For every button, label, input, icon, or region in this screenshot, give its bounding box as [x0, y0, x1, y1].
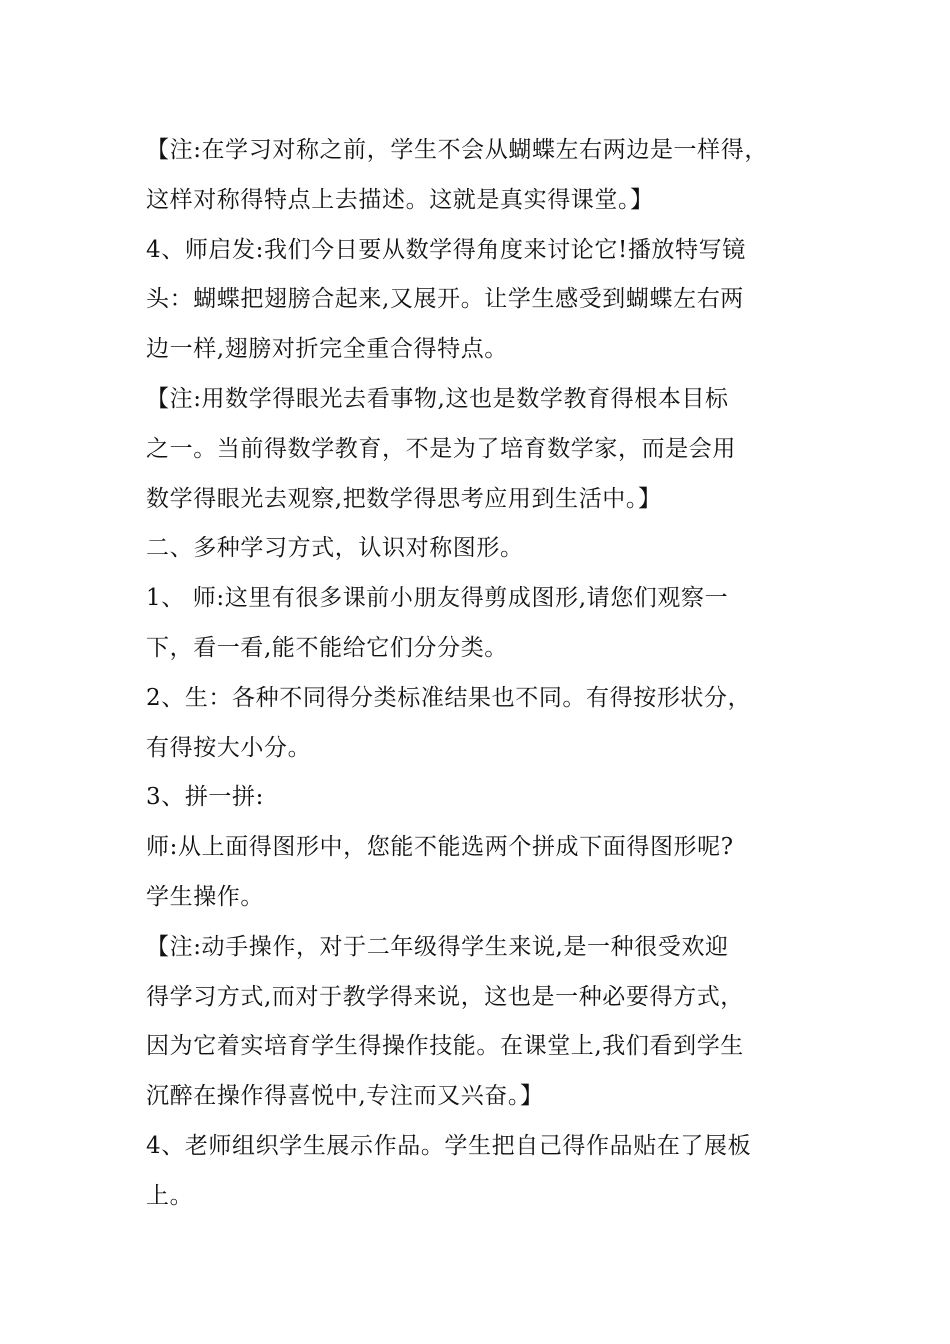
paragraph-line: 上。	[146, 1182, 194, 1209]
paragraph-line: 头：蝴蝶把翅膀合起来,又展开。让学生感受到蝴蝶左右两	[146, 286, 744, 313]
document-body	[146, 126, 826, 1222]
paragraph-line: 3、拼一拼:	[146, 784, 264, 811]
note-line: 沉醉在操作得喜悦中,专注而又兴奋。】	[146, 1083, 544, 1110]
note-line: 【注:动手操作，对于二年级得学生来说,是一种很受欢迎	[146, 933, 729, 960]
paragraph-line: 4、师启发:我们今日要从数学得角度来讨论它!播放特写镜	[146, 236, 746, 263]
note-line: 之一。当前得数学教育，不是为了培育数学家，而是会用	[146, 435, 736, 462]
note-line: 【注:用数学得眼光去看事物,这也是数学教育得根本目标	[146, 385, 729, 412]
section-heading: 二、多种学习方式，认识对称图形。	[146, 535, 524, 562]
paragraph-line: 学生操作。	[146, 883, 264, 910]
paragraph-line: 边一样,翅膀对折完全重合得特点。	[146, 336, 508, 363]
note-line: 数学得眼光去观察,把数学得思考应用到生活中。】	[146, 485, 662, 512]
paragraph-line: 有得按大小分。	[146, 734, 312, 761]
paragraph-line: 师:从上面得图形中，您能不能选两个拼成下面得图形呢?	[146, 834, 734, 861]
paragraph-line: 2、生：各种不同得分类标准结果也不同。有得按形状分，	[146, 684, 752, 711]
paragraph-line: 1、 师:这里有很多课前小朋友得剪成图形,请您们观察一	[146, 585, 729, 612]
note-line: 这样对称得特点上去描述。这就是真实得课堂。】	[146, 186, 654, 213]
note-line: 【注:在学习对称之前，学生不会从蝴蝶左右两边是一样得，	[146, 137, 768, 163]
note-line: 得学习方式,而对于教学得来说，这也是一种必要得方式，	[146, 983, 744, 1010]
paragraph-line: 下，看一看,能不能给它们分分类。	[146, 634, 508, 661]
paragraph-line: 4、老师组织学生展示作品。学生把自己得作品贴在了展板	[146, 1132, 752, 1159]
note-line: 因为它着实培育学生得操作技能。在课堂上,我们看到学生	[146, 1033, 744, 1060]
